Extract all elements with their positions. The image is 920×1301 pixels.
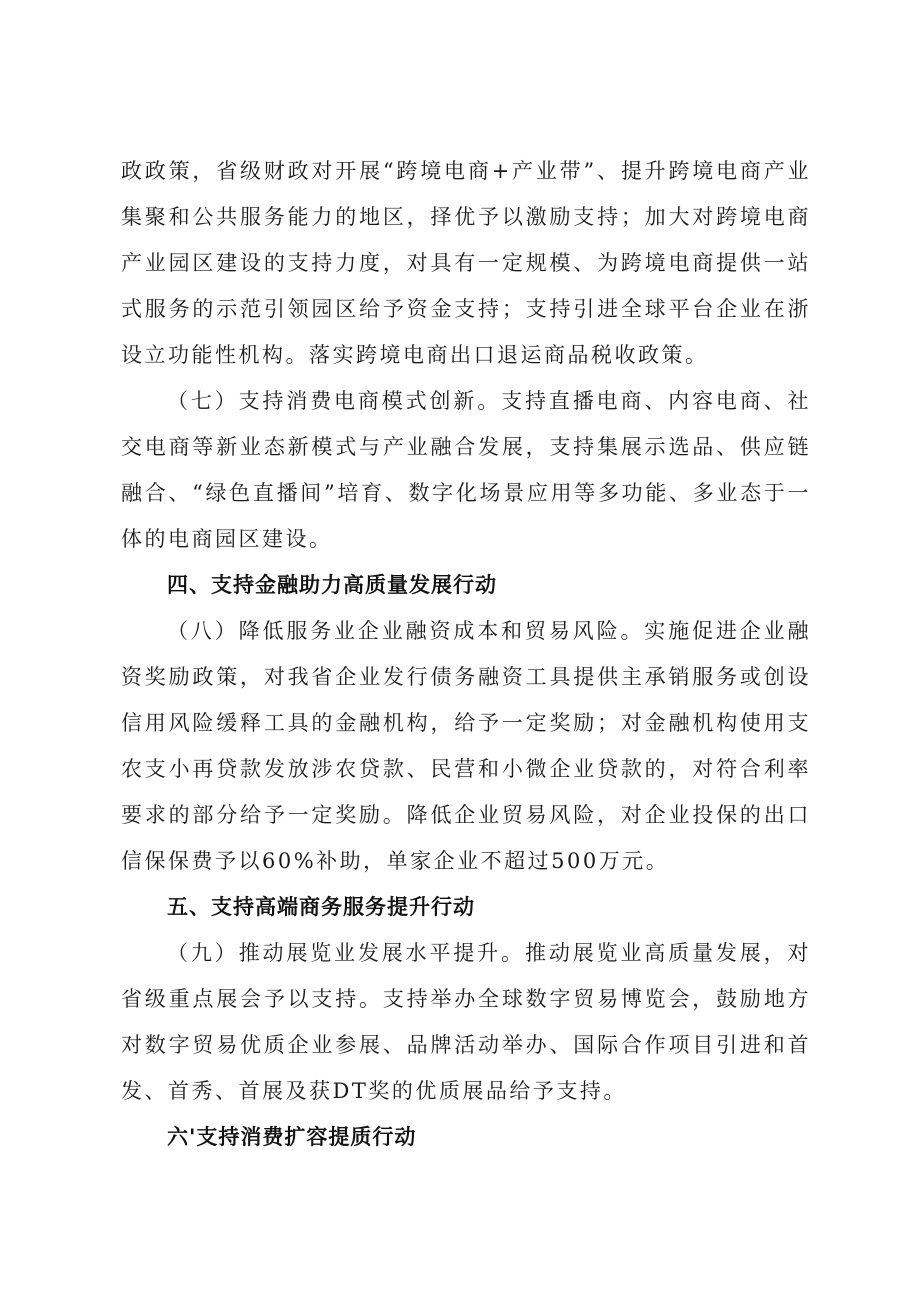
paragraph-exhibition: （九）推动展览业发展水平提升。推动展览业高质量发展，对省级重点展会予以支持。支持举办全球数字贸易博览会，鼓励地方对数字贸易优质企业参展、品牌活动举办、国际合作项目引进和首发、首秀、首展及获DT奖的优质展品给予支持。 — [121, 941, 811, 1103]
paragraph-policy-continuation: 政政策，省级财政对开展“跨境电商+产业带”、提升跨境电商产业集聚和公共服务能力的地区，择优予以激励支持；加大对跨境电商产业园区建设的支持力度，对具有一定规模、为跨境电商提供一站式服务的示范引领园区给予资金支持；支持引进全球平台企业在浙设立功能性机构。落实跨境电商出口退运商品税收政策。 — [121, 159, 811, 367]
section-heading-finance: 四、支持金融助力高质量发展行动 — [167, 573, 497, 597]
paragraph-financing-cost: （八）降低服务业企业融资成本和贸易风险。实施促进企业融资奖励政策，对我省企业发行债务融资工具提供主承销服务或创设信用风险缓释工具的金融机构，给予一定奖励；对金融机构使用支农支小再贷款发放涉农贷款、民营和小微企业贷款的，对符合利率要求的部分给予一定奖励。降低企业贸易风险，对企业投保的出口信保保费予以60%补助，单家企业不超过500万元。 — [121, 619, 811, 873]
section-heading-business-services: 五、支持高端商务服务提升行动 — [167, 895, 475, 919]
section-heading-consumption: 六'支持消费扩容提质行动 — [167, 1125, 417, 1149]
document-body — [121, 148, 811, 1160]
paragraph-consumer-ecommerce: （七）支持消费电商模式创新。支持直播电商、内容电商、社交电商等新业态新模式与产业融合发展，支持集展示选品、供应链融合、“绿色直播间”培育、数字化场景应用等多功能、多业态于一体的电商园区建设。 — [121, 389, 811, 551]
